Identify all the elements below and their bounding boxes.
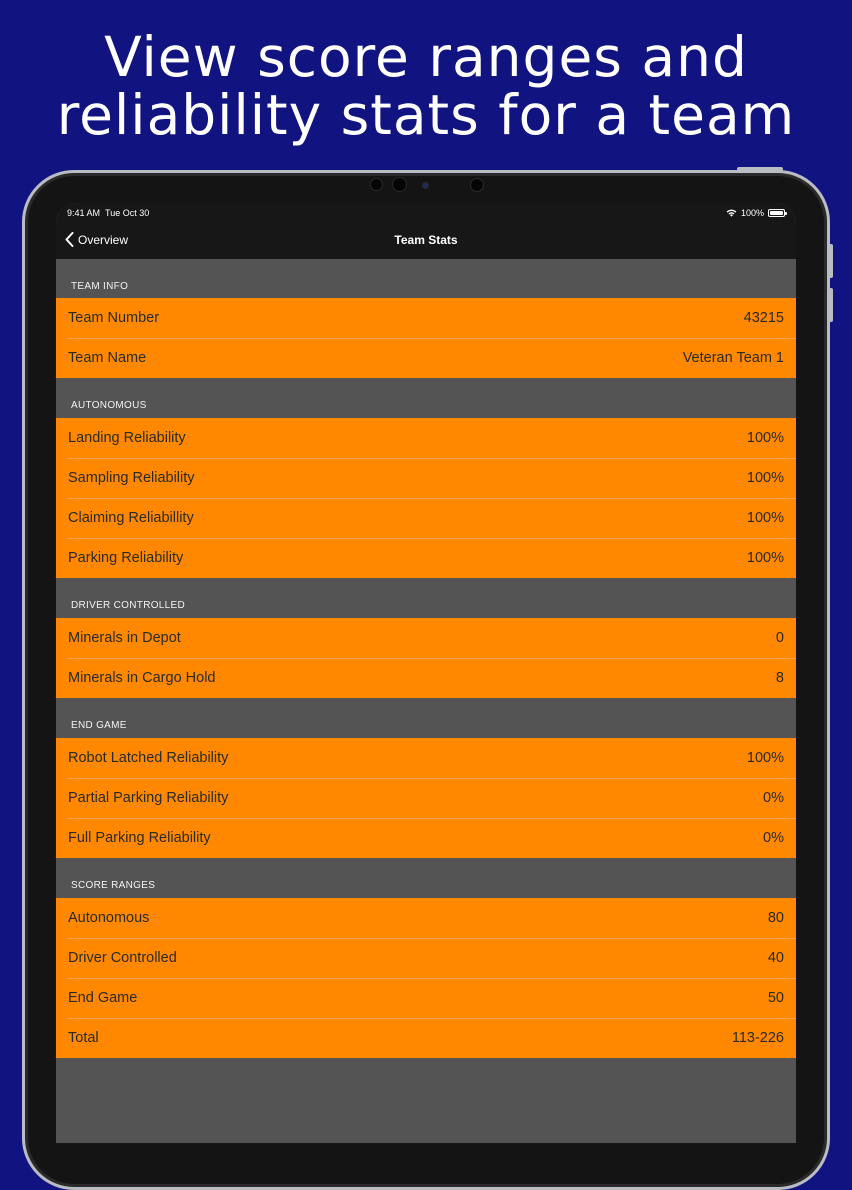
row-sampling-reliability[interactable] <box>56 458 796 498</box>
row-label: Minerals in Depot <box>68 630 181 646</box>
row-team-name[interactable] <box>56 338 796 378</box>
row-value: 0% <box>763 790 784 806</box>
row-robot-latched-reliability[interactable] <box>56 738 796 778</box>
wifi-icon <box>726 209 737 217</box>
row-label: Autonomous <box>68 910 150 926</box>
row-value: 100% <box>746 510 784 526</box>
section-header-end-game: END GAME <box>71 720 127 731</box>
row-label: Sampling Reliability <box>68 470 195 486</box>
section-driver-controlled <box>56 618 796 698</box>
row-value: 8 <box>775 670 784 686</box>
row-label: End Game <box>68 990 138 1006</box>
front-sensor-icon <box>370 178 383 191</box>
row-score-autonomous[interactable] <box>56 898 796 938</box>
front-light-sensor-icon <box>422 182 429 189</box>
chevron-left-icon <box>65 232 74 247</box>
row-label: Total <box>68 1030 99 1046</box>
section-header-team-info: TEAM INFO <box>71 281 129 292</box>
status-right-group <box>726 208 785 218</box>
section-header-driver-controlled: DRIVER CONTROLLED <box>71 600 186 611</box>
row-value: 100% <box>746 470 784 486</box>
row-value: 113-226 <box>731 1030 784 1046</box>
section-score-ranges <box>56 898 796 1058</box>
tablet-volume-button-1 <box>829 244 833 278</box>
row-score-end-game[interactable] <box>56 978 796 1018</box>
row-label: Robot Latched Reliability <box>68 750 229 766</box>
section-header-score-ranges: SCORE RANGES <box>71 880 156 891</box>
row-value: 100% <box>746 430 784 446</box>
row-value: 40 <box>767 950 784 966</box>
row-value: 100% <box>746 750 784 766</box>
row-score-total[interactable] <box>56 1018 796 1058</box>
battery-icon <box>768 209 785 217</box>
section-end-game <box>56 738 796 858</box>
status-date: Tue Oct 30 <box>105 207 150 218</box>
row-landing-reliability[interactable] <box>56 418 796 458</box>
app-screen <box>56 203 796 1143</box>
row-label: Parking Reliability <box>68 550 184 566</box>
row-label: Claiming Reliabillity <box>68 510 194 526</box>
headline-line-1: View score ranges and <box>104 25 748 89</box>
tablet-volume-button-2 <box>829 288 833 322</box>
row-value: 0% <box>763 830 784 846</box>
page-title: Team Stats <box>394 232 458 247</box>
battery-percentage: 100% <box>740 207 764 218</box>
section-team-info <box>56 298 796 378</box>
row-claiming-reliability[interactable] <box>56 498 796 538</box>
row-score-driver-controlled[interactable] <box>56 938 796 978</box>
row-team-number[interactable] <box>56 298 796 338</box>
row-minerals-in-depot[interactable] <box>56 618 796 658</box>
row-full-parking-reliability[interactable] <box>56 818 796 858</box>
section-header-autonomous: AUTONOMOUS <box>71 400 147 411</box>
row-label: Driver Controlled <box>68 950 177 966</box>
front-camera-icon <box>392 177 407 192</box>
row-parking-reliability[interactable] <box>56 538 796 578</box>
status-bar <box>56 203 796 222</box>
section-autonomous <box>56 418 796 578</box>
headline-line-2: reliability stats for a team <box>56 83 796 147</box>
back-button-label: Overview <box>78 232 129 247</box>
status-time: 9:41 AM <box>67 207 101 218</box>
row-label: Team Number <box>68 310 160 326</box>
row-minerals-in-cargo-hold[interactable] <box>56 658 796 698</box>
row-value: 43215 <box>743 310 784 326</box>
marketing-headline <box>0 25 852 147</box>
row-label: Team Name <box>68 350 147 366</box>
row-value: 80 <box>767 910 784 926</box>
row-value: Veteran Team 1 <box>682 350 784 366</box>
row-label: Partial Parking Reliability <box>68 790 229 806</box>
row-value: 0 <box>775 630 784 646</box>
row-partial-parking-reliability[interactable] <box>56 778 796 818</box>
row-label: Minerals in Cargo Hold <box>68 670 216 686</box>
tablet-side-button-top <box>737 167 783 171</box>
back-button[interactable] <box>56 222 128 257</box>
row-label: Full Parking Reliability <box>68 830 211 846</box>
row-label: Landing Reliability <box>68 430 186 446</box>
front-speaker-icon <box>470 178 484 192</box>
row-value: 50 <box>767 990 784 1006</box>
row-value: 100% <box>746 550 784 566</box>
navigation-bar <box>56 222 796 259</box>
